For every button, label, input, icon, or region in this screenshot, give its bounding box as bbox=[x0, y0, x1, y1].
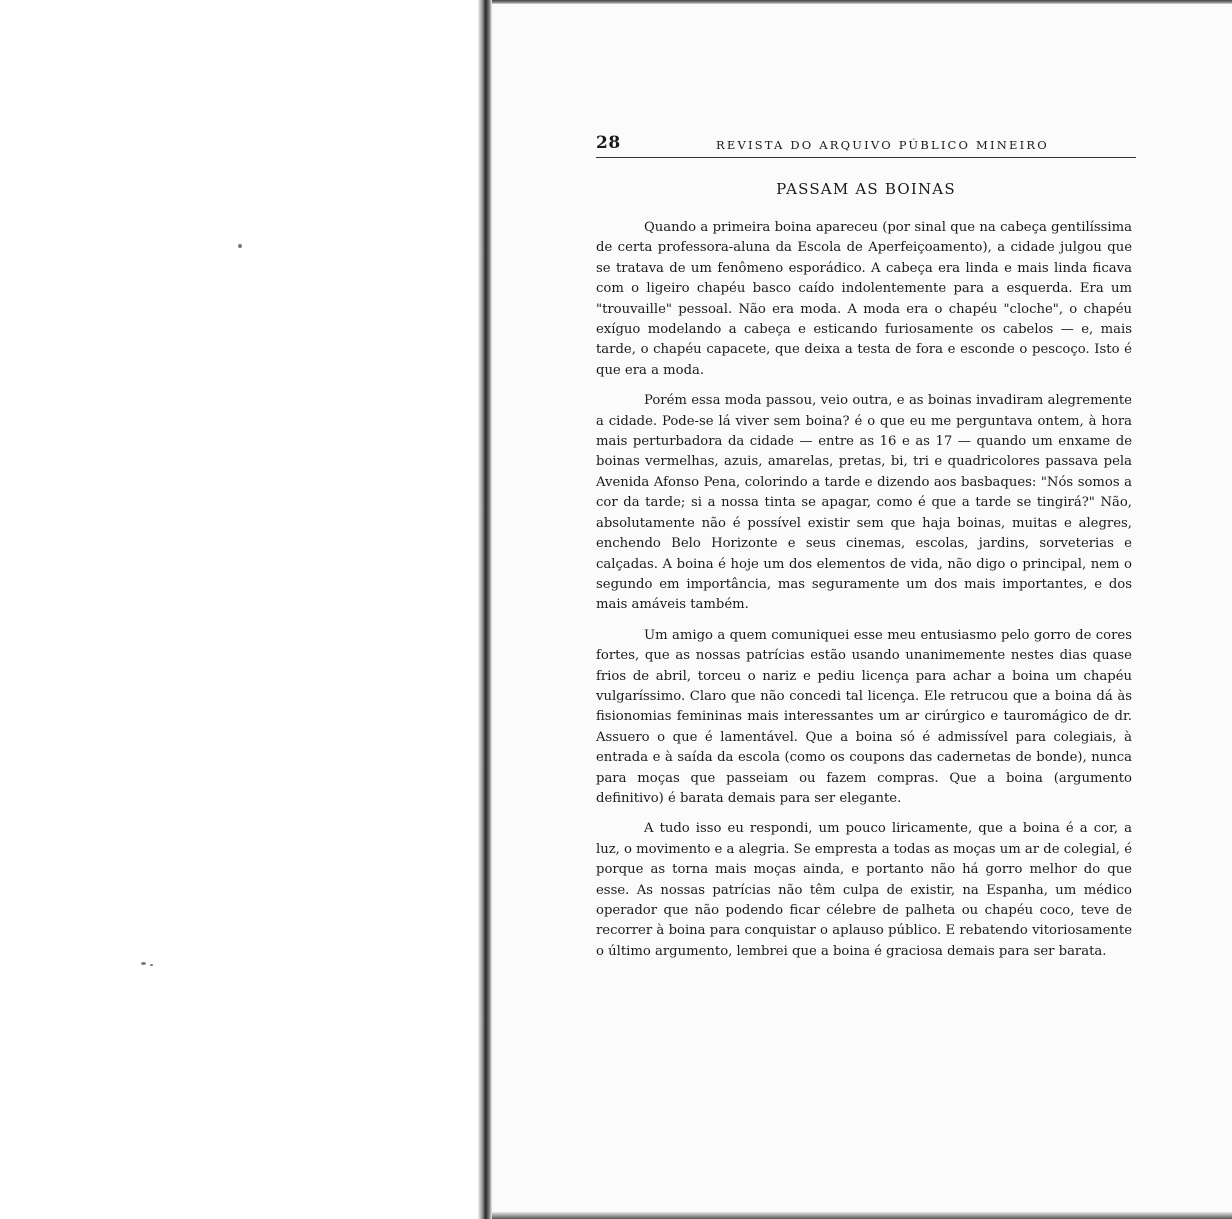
book-gutter bbox=[478, 0, 492, 1219]
page-bottom-edge bbox=[492, 1211, 1232, 1219]
page-number: 28 bbox=[596, 133, 621, 153]
paragraph: A tudo isso eu respondi, um pouco liricamente, que a boina é a cor, a luz, o movimento e a alegria. Se empresta a todas as moças um ar de colegial, é porque as torna mais moças ainda, e portanto não há gorro melhor do que esse. As nossas patrícias não têm culpa de existir, na Espanha, um médico operador que não podendo ficar célebre de palheta ou chapéu coco, teve de recorrer à boina para conquistar o aplauso público. E rebatendo vitoriosamente o último argumento, lembrei que a boina é graciosa demais para ser barata. bbox=[596, 821, 1132, 959]
right-page bbox=[492, 0, 1232, 1219]
page-top-edge bbox=[492, 0, 1232, 4]
paragraph: Um amigo a quem comuniquei esse meu entusiasmo pelo gorro de cores fortes, que as nossas patrícias estão usando unanimemente nestes dias quase frios de abril, torceu o nariz e pediu licença para achar a boina um chapéu vulgaríssimo. Claro que não concedi tal licença. Ele retrucou que a boina dá às fisionomias femininas mais interessantes um ar cirúrgico e tauromágico de dr. Assuero o que é lamentável. Que a boina só é admissível para colegiais, à entrada e à saída da escola (como os coupons das cadernetas de bonde), nunca para moças que passeiam ou fazem compras. Que a boina (argumento definitivo) é barata demais para ser elegante. bbox=[596, 627, 1132, 806]
article-body bbox=[596, 218, 1132, 972]
paragraph: Quando a primeira boina apareceu (por sinal que na cabeça gentilíssima de certa professora-aluna da Escola de Aperfeiçoamento), a cidade julgou que se tratava de um fenômeno esporádico. A cabeça era linda e mais linda ficava com o ligeiro chapéu basco caído indolentemente para a esquerda. Era um "trouvaille" pessoal. Não era moda. A moda era o chapéu "cloche", o chapéu exíguo modelando a cabeça e esticando furiosamente os cabelos — e, mais tarde, o chapéu capacete, que deixa a testa de fora e esconde o pescoço. Isto é que era a moda. bbox=[596, 220, 1132, 378]
running-header bbox=[596, 133, 1136, 158]
paragraph: Porém essa moda passou, veio outra, e as boinas invadiram alegremente a cidade. Pode-se lá viver sem boina? é o que eu me perguntava ontem, à hora mais perturbadora da cidade — entre as 16 e as 17 — quando um enxame de boinas vermelhas, azuis, amarelas, pretas, bi, tri e quadricolores passava pela Avenida Afonso Pena, colorindo a tarde e dizendo aos basbaques: "Nós somos a cor da tarde; si a nossa tinta se apagar, como é que a tarde se tingirá?" Não, absolutamente não é possível existir sem que haja boinas, muitas e alegres, enchendo Belo Horizonte e seus cinemas, escolas, jardins, sorveterias e calçadas. A boina é hoje um dos elementos de vida, não digo o principal, nem o segundo em importância, mas seguramente um dos mais importantes, e dos mais amáveis também. bbox=[596, 393, 1132, 613]
article-title: PASSAM AS BOINAS bbox=[776, 180, 956, 198]
left-page-blank bbox=[0, 0, 478, 1219]
journal-title: REVISTA DO ARQUIVO PÚBLICO MINEIRO bbox=[716, 138, 1049, 152]
paper-speck bbox=[141, 962, 146, 965]
paper-speck bbox=[150, 964, 153, 966]
paper-speck bbox=[238, 244, 242, 248]
